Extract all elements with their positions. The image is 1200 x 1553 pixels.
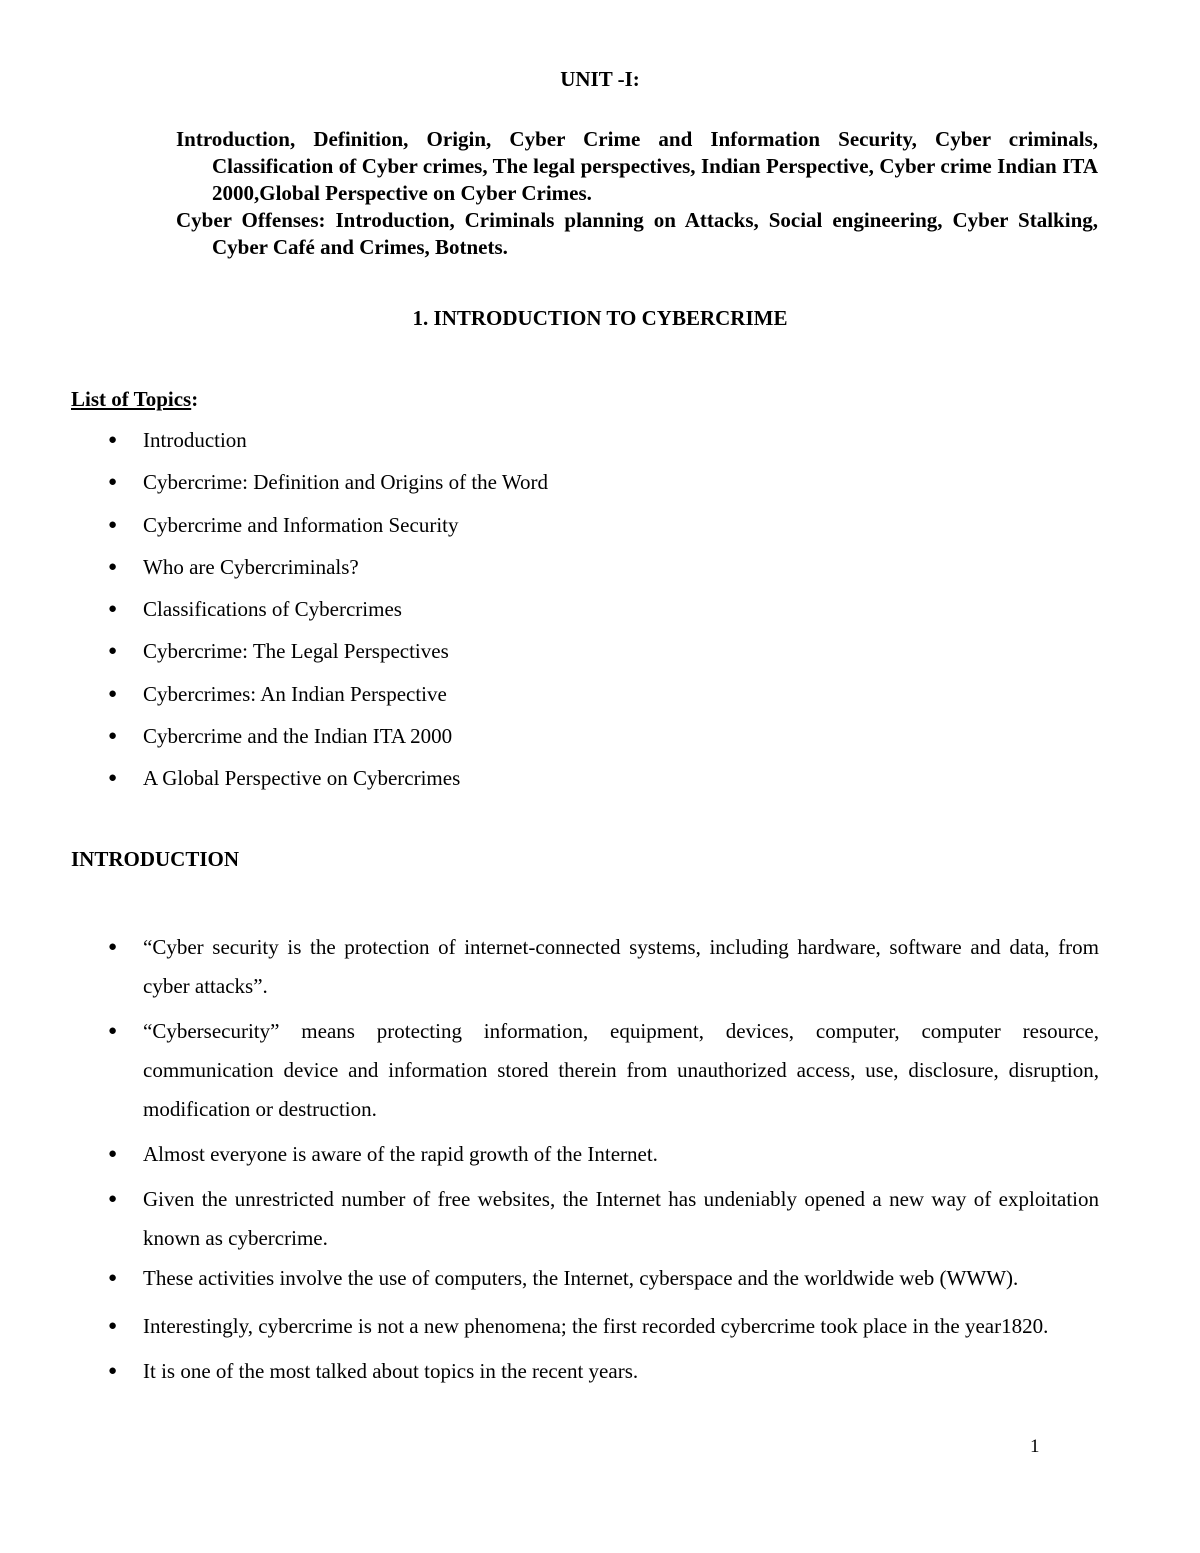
bullet-icon: ● xyxy=(108,643,118,660)
introduction-item xyxy=(71,928,1099,1006)
bullet-icon: ● xyxy=(108,685,118,702)
topics-list xyxy=(71,427,1099,808)
topic-item-text: Cybercrimes: An Indian Perspective xyxy=(143,681,447,706)
topic-item-text: Cybercrime and Information Security xyxy=(143,512,459,537)
bullet-icon: ● xyxy=(108,1146,118,1162)
topic-item-text: Introduction xyxy=(143,428,247,452)
introduction-item xyxy=(71,1180,1099,1258)
bullet-icon: ● xyxy=(108,728,118,745)
bullet-icon: ● xyxy=(108,1270,118,1286)
bullet-icon: ● xyxy=(108,516,118,533)
topic-item xyxy=(71,512,1099,554)
topic-item xyxy=(71,723,1099,765)
topic-item-text: Classifications of Cybercrimes xyxy=(143,597,402,622)
topic-item xyxy=(71,469,1099,511)
introduction-item-text: Interestingly, cybercrime is not a new phenomena; the first recorded cybercrime took place in the year1820. xyxy=(143,1314,1049,1338)
topic-item xyxy=(71,765,1099,807)
introduction-item-text: “Cybersecurity” means protecting information, equipment, devices, computer, computer resource, communication device and information stored therein from unauthorized access, use, disclosure, disruption, modification or destruction. xyxy=(143,1019,1099,1121)
bullet-icon: ● xyxy=(108,770,118,787)
topic-item xyxy=(71,427,1099,469)
introduction-item xyxy=(71,1264,1099,1293)
bullet-icon: ● xyxy=(108,1191,118,1207)
introduction-list xyxy=(71,928,1099,1397)
introduction-item xyxy=(71,1012,1099,1129)
topic-item-text: Who are Cybercriminals? xyxy=(143,554,359,579)
introduction-item xyxy=(71,1352,1099,1391)
topic-item xyxy=(71,596,1099,638)
introduction-item xyxy=(71,1307,1099,1346)
syllabus-block xyxy=(176,126,1098,261)
topic-item xyxy=(71,554,1099,596)
introduction-item-text: Almost everyone is aware of the rapid growth of the Internet. xyxy=(143,1142,658,1166)
topic-item-text: A Global Perspective on Cybercrimes xyxy=(143,766,461,791)
bullet-icon: ● xyxy=(108,1363,118,1379)
bullet-icon: ● xyxy=(108,1318,118,1334)
topics-heading-label: List of Topics xyxy=(71,387,192,411)
topics-heading-colon: : xyxy=(191,387,199,411)
bullet-icon: ● xyxy=(108,474,118,491)
page-number: 1 xyxy=(1030,1436,1040,1457)
bullet-icon: ● xyxy=(108,939,118,955)
topics-heading xyxy=(71,386,198,412)
introduction-item-text: It is one of the most talked about topics in the recent years. xyxy=(143,1359,639,1383)
unit-title: UNIT -I: xyxy=(560,67,640,91)
introduction-heading: INTRODUCTION xyxy=(71,847,240,871)
bullet-icon: ● xyxy=(108,558,118,575)
bullet-icon: ● xyxy=(108,432,118,448)
introduction-item-text: Given the unrestricted number of free websites, the Internet has undeniably opened a new way of exploitation known as cybercrime. xyxy=(143,1187,1099,1250)
syllabus-paragraph-2: Cyber Offenses: Introduction, Criminals planning on Attacks, Social engineering, Cyber Stalking, Cyber Café and Crimes, Botnets. xyxy=(176,208,1098,259)
topic-item-text: Cybercrime: Definition and Origins of the Word xyxy=(143,470,548,495)
introduction-item-text: “Cyber security is the protection of internet-connected systems, including hardware, software and data, from cyber attacks”. xyxy=(143,935,1099,998)
topic-item xyxy=(71,638,1099,680)
introduction-item-text: These activities involve the use of computers, the Internet, cyberspace and the worldwide web (WWW). xyxy=(143,1266,1019,1290)
introduction-item xyxy=(71,1135,1099,1174)
topic-item-text: Cybercrime and the Indian ITA 2000 xyxy=(143,724,453,749)
bullet-icon: ● xyxy=(108,1023,118,1039)
syllabus-paragraph-1: Introduction, Definition, Origin, Cyber Crime and Information Security, Cyber criminals, Classification of Cyber crimes, The legal perspectives, Indian Perspective, Cyber crime Indian ITA 2000,Global Perspective on Cyber Crimes. xyxy=(176,127,1098,205)
topic-item-text: Cybercrime: The Legal Perspectives xyxy=(143,639,449,664)
chapter-title: 1. INTRODUCTION TO CYBERCRIME xyxy=(412,306,788,330)
topic-item xyxy=(71,681,1099,723)
bullet-icon: ● xyxy=(108,601,118,618)
